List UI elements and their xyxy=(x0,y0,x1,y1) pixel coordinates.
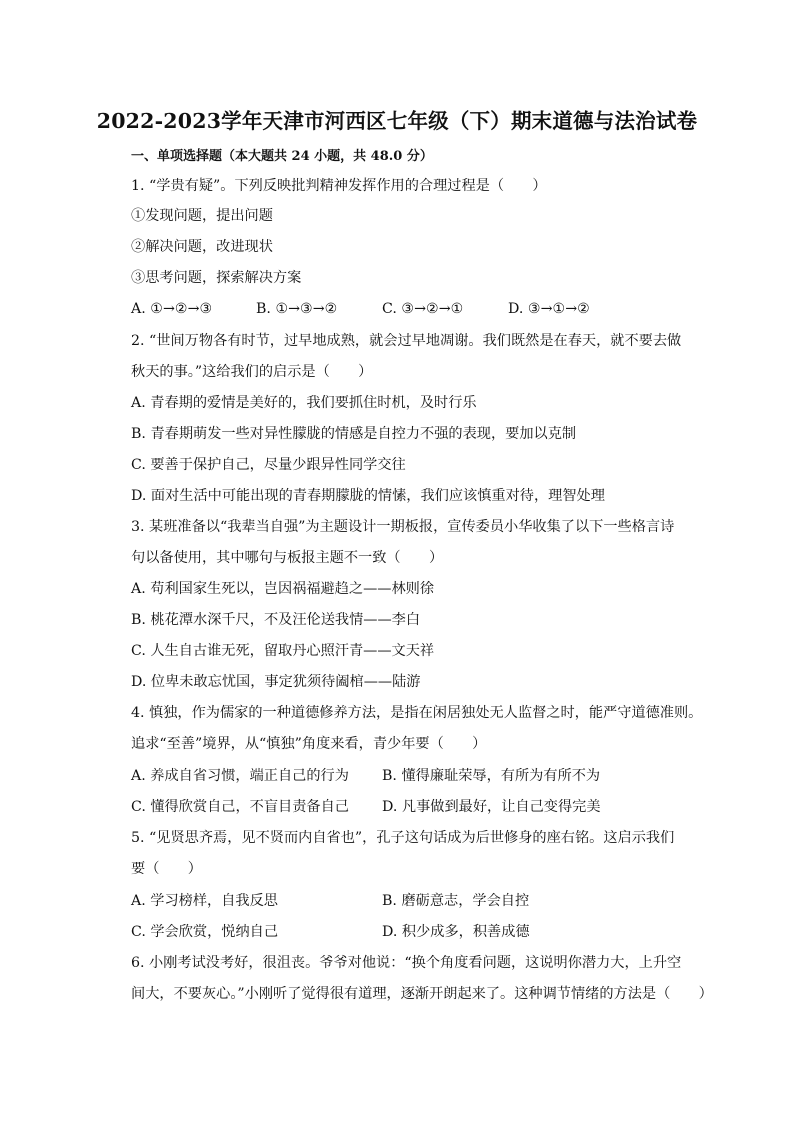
question-4-option-a: A. 养成自省习惯，端正自己的行为 xyxy=(131,768,349,784)
question-3-option-b: B. 桃花潭水深千尺，不及汪伦送我情——李白 xyxy=(131,612,421,628)
question-5-option-d: D. 积少成多，积善成德 xyxy=(382,924,530,940)
question-3-stem: 3. 某班准备以“我辈当自强”为主题设计一期板报，宣传委员小华收集了以下一些格言诗 xyxy=(131,519,675,535)
question-4-stem-cont: 追求“至善”境界，从“慎独”角度来看，青少年要（ ） xyxy=(131,736,487,752)
question-4-option-b: B. 懂得廉耻荣辱，有所为有所不为 xyxy=(382,768,601,784)
question-5-stem-cont: 要（ ） xyxy=(131,861,202,877)
question-1-stem: 1. “学贵有疑”。下列反映批判精神发挥作用的合理过程是（ ） xyxy=(131,178,547,194)
question-3-option-a: A. 苟利国家生死以，岂因祸福避趋之——林则徐 xyxy=(131,581,435,597)
question-4-option-c: C. 懂得欣赏自己，不盲目责备自己 xyxy=(131,799,349,815)
question-1-option-d: D. ③→①→② xyxy=(508,301,590,317)
question-6-stem: 6. 小刚考试没考好，很沮丧。爷爷对他说：“换个角度看问题，这说明你潜力大，上升空 xyxy=(131,955,682,971)
question-5-option-c: C. 学会欣赏，悦纳自己 xyxy=(131,924,279,940)
question-2-option-a: A. 青春期的爱情是美好的，我们要抓住时机，及时行乐 xyxy=(131,395,477,411)
question-2-option-d: D. 面对生活中可能出现的青春期朦胧的情愫，我们应该慎重对待，理智处理 xyxy=(131,488,605,504)
question-4-stem: 4. 慎独，作为儒家的一种道德修养方法，是指在闲居独处无人监督之时，能严守道德准则。 xyxy=(131,705,703,721)
question-1-item: ①发现问题，提出问题 xyxy=(131,208,273,224)
question-1-option-b: B. ①→③→② xyxy=(256,301,338,317)
question-5-stem: 5. “见贤思齐焉，见不贤而内自省也”，孔子这句话成为后世修身的座右铭。这启示我们 xyxy=(131,830,675,846)
question-3-stem-cont: 句以备使用，其中哪句与板报主题不一致（ ） xyxy=(131,550,444,566)
question-6-stem-cont: 间大，不要灰心。”小刚听了觉得很有道理，逐渐开朗起来了。这种调节情绪的方法是（ ） xyxy=(131,986,713,1002)
question-2-option-b: B. 青春期萌发一些对异性朦胧的情感是自控力不强的表现，要加以克制 xyxy=(131,426,577,442)
question-3-option-d: D. 位卑未敢忘忧国，事定犹须待阖棺——陆游 xyxy=(131,674,421,690)
question-5-option-b: B. 磨砺意志，学会自控 xyxy=(382,893,530,909)
question-1-item: ②解决问题，改进现状 xyxy=(131,239,273,255)
question-3-option-c: C. 人生自古谁无死，留取丹心照汗青——文天祥 xyxy=(131,643,435,659)
question-1-item: ③思考问题，探索解决方案 xyxy=(131,270,302,286)
question-2-stem: 2. “世间万物各有时节，过早地成熟，就会过早地凋谢。我们既然是在春天，就不要去做 xyxy=(131,333,682,349)
question-2-stem-cont: 秋天的事。”这给我们的启示是（ ） xyxy=(131,364,373,380)
question-1-option-a: A. ①→②→③ xyxy=(131,301,213,317)
question-1-option-c: C. ③→②→① xyxy=(382,301,464,317)
question-4-option-d: D. 凡事做到最好，让自己变得完美 xyxy=(382,799,601,815)
exam-title: 2022-2023学年天津市河西区七年级（下）期末道德与法治试卷 xyxy=(96,109,698,133)
section-heading: 一、单项选择题（本大题共 24 小题，共 48.0 分） xyxy=(131,149,433,164)
question-2-option-c: C. 要善于保护自己，尽量少跟异性同学交往 xyxy=(131,457,406,473)
question-5-option-a: A. 学习榜样，自我反思 xyxy=(131,893,278,909)
